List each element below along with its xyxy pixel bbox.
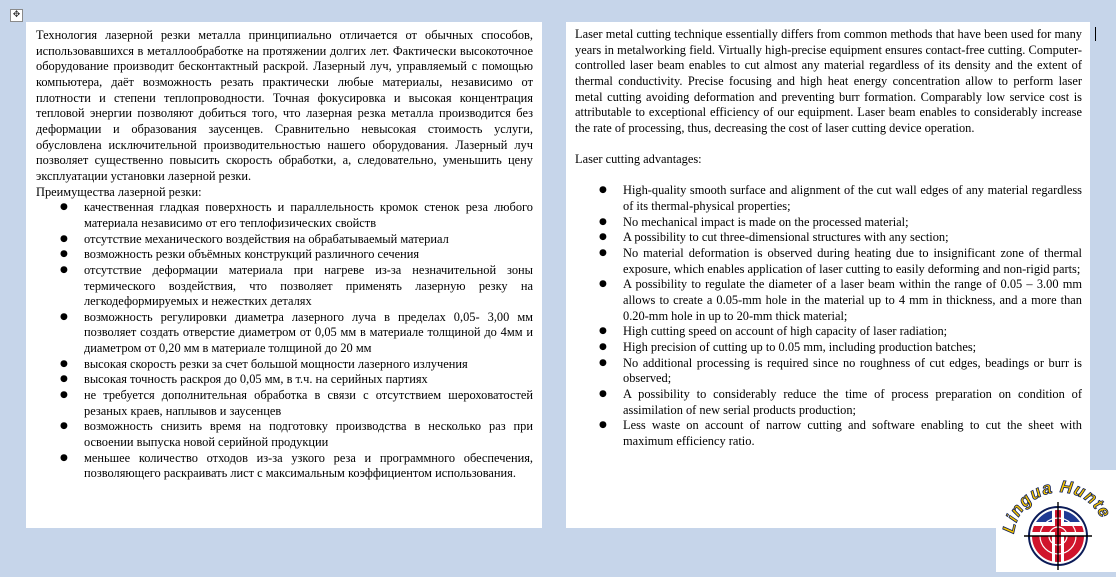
ru-advantages-list: [36, 200, 533, 482]
russian-text-page[interactable]: [26, 22, 542, 528]
list-item: ● High precision of cutting up to 0.05 mm, including production batches;: [575, 340, 1082, 356]
logo-graphic: [996, 470, 1116, 572]
list-item: ● High-quality smooth surface and alignment of the cut wall edges of any material regardless of its thermal-physical properties;: [575, 183, 1082, 214]
list-item: ● отсутствие деформации материала при нагреве из-за незначительной зоны термического воздействия, что позволяет применять лазерную резку на легкодеформируемых и нежестких деталях: [36, 263, 533, 310]
list-item: ● высокая точность раскроя до 0,05 мм, в т.ч. на серийных партиях: [36, 372, 533, 388]
text-cursor: [1095, 27, 1096, 41]
en-advantages-title: Laser cutting advantages:: [575, 152, 702, 167]
list-item: ● качественная гладкая поверхность и параллельность кромок стенок реза любого материала независимо от его теплофизических свойств: [36, 200, 533, 231]
list-item: ● высокая скорость резки за счет большой мощности лазерного излучения: [36, 357, 533, 373]
table-move-handle-icon[interactable]: ✥: [10, 9, 23, 22]
list-item: ● отсутствие механического воздействия на обрабатываемый материал: [36, 232, 533, 248]
list-item: ● возможность регулировки диаметра лазерного луча в пределах 0,05- 3,00 мм позволяет создать отверстие диаметром от 0,05 мм в материале толщиной до 4мм и диаметром от 0,20 мм в материале толщиной до 20 мм: [36, 310, 533, 357]
english-text-page[interactable]: [566, 22, 1090, 528]
ru-advantages-title: Преимущества лазерной резки:: [36, 184, 202, 199]
list-item: ● No mechanical impact is made on the processed material;: [575, 215, 1082, 231]
en-advantages-list: [575, 183, 1082, 449]
blank-line: [575, 168, 1082, 184]
list-item: ● No material deformation is observed during heating due to insignificant zone of thermal exposure, which enables application of laser cutting to easily deforming and non-rigid parts;: [575, 246, 1082, 277]
lingua-hunter-logo: [996, 470, 1116, 572]
list-item: ● меньшее количество отходов из-за узкого реза и программного обеспечения, позволяющего раскраивать лист с максимальным коэффициентом использования.: [36, 451, 533, 482]
list-item: ● возможность резки объёмных конструкций различного сечения: [36, 247, 533, 263]
list-item: ● High cutting speed on account of high capacity of laser radiation;: [575, 324, 1082, 340]
logo-text: Lingua Hunte: [999, 476, 1115, 535]
list-item: ● A possibility to regulate the diameter of a laser beam within the range of 0.05 – 3.00 mm allows to create a 0.05-mm hole in the material up to 4 mm in thickness, and a more than 0.20-mm hole in up to 20-mm thick material;: [575, 277, 1082, 324]
en-intro-paragraph: Laser metal cutting technique essentially differs from common methods that have been used for many years in metalworking field. Virtually high-precise equipment ensures contact-free cutting. Computer-controlled laser beam enables to cut almost any material regardless of its density and the extent of thermal conductivity. Precise focusing and high heat energy concentration allow to perform laser metal cutting avoiding deformation and preventing burr formation. Comparably low service cost is attributable to exceptional efficiency of our equipment. Laser beam enables to considerably increase the rate of processing, thus, decreasing the cost of laser cutting device operation.: [575, 27, 1082, 135]
list-item: ● Less waste on account of narrow cutting and software enabling to cut the sheet with maximum efficiency ratio.: [575, 418, 1082, 449]
blank-line: [575, 137, 1082, 153]
list-item: ● A possibility to cut three-dimensional structures with any section;: [575, 230, 1082, 246]
list-item: ● не требуется дополнительная обработка в связи с отсутствием шероховатостей резаных краев, наплывов и заусенцев: [36, 388, 533, 419]
list-item: ● No additional processing is required since no roughness of cut edges, beadings or burr is observed;: [575, 356, 1082, 387]
target-icon: [1024, 502, 1092, 570]
list-item: ● A possibility to considerably reduce the time of process preparation on condition of assimilation of new serial products production;: [575, 387, 1082, 418]
list-item: ● возможность снизить время на подготовку производства в несколько раз при освоении выпуска новой серийной продукции: [36, 419, 533, 450]
ru-intro-paragraph: Технология лазерной резки металла принципиально отличается от обычных способов, использовавшихся в металлообработке на протяжении долгих лет. Фактически высокоточное оборудование производит бесконтактный раскрой. Лазерный луч, управляемый с помощью компьютера, даёт возможность резать практически любые материалы, независимо от плотности и степени теплопроводности. Точная фокусировка и высокая концентрация тепловой энергии позволяют добиться того, что лазерная резка металла производится без деформации и образования заусенцев. Сравнительно невысокая стоимость услуги, обусловлена исключительной производительностью нашего оборудования. Лазерный луч позволяет существенно повысить скорость обработки, а, следовательно, уменьшить цену эксплуатации установки лазерной резки.: [36, 28, 533, 183]
